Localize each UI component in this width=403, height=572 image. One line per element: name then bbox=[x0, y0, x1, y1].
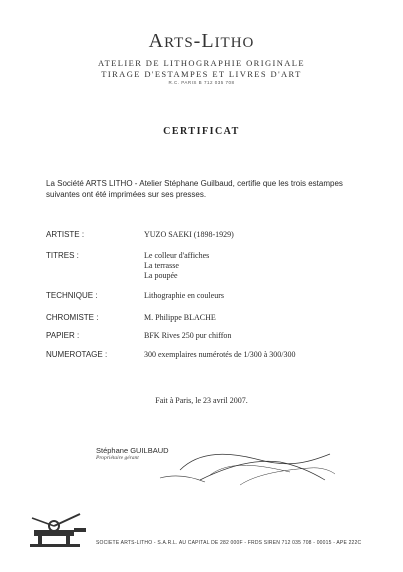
numerotage-label: NUMEROTAGE : bbox=[46, 350, 108, 359]
litho-press-icon bbox=[28, 512, 90, 548]
papier-value: BFK Rives 250 pur chiffon bbox=[144, 331, 232, 340]
titre-1: Le colleur d'affiches bbox=[144, 251, 210, 260]
document-title: CERTIFICAT bbox=[163, 126, 240, 137]
subtitle-atelier: ATELIER DE LITHOGRAPHIE ORIGINALE bbox=[98, 58, 305, 68]
subtitle-tirage: TIRAGE D'ESTAMPES ET LIVRES D'ART bbox=[101, 69, 302, 79]
brand-rest-rts: RTS bbox=[164, 35, 194, 51]
brand-initial-a: A bbox=[148, 30, 165, 52]
intro-paragraph: La Société ARTS LITHO - Atelier Stéphane Guilbaud, certifie que les trois estampes suivantes ont été imprimées sur ses presses. bbox=[46, 179, 343, 199]
signatory-name: Stéphane GUILBAUD bbox=[96, 446, 169, 455]
chromiste-label: CHROMISTE : bbox=[46, 313, 99, 322]
technique-value: Lithographie en couleurs bbox=[144, 291, 224, 300]
technique-label: TECHNIQUE : bbox=[46, 291, 98, 300]
chromiste-value: M. Philippe BLACHE bbox=[144, 313, 216, 322]
brand-rest-itho: ITHO bbox=[214, 35, 255, 51]
date-line: Fait à Paris, le 23 avril 2007. bbox=[155, 396, 248, 405]
registration-number: R.C. PARIS B 712 035 708 bbox=[168, 80, 235, 85]
titres-label: TITRES : bbox=[46, 251, 79, 260]
company-logo-text bbox=[0, 30, 403, 53]
company-footer: SOCIETE ARTS-LITHO - S.A.R.L. AU CAPITAL DE 282 000F - FRDS SIREN 712 035 708 - 00015 - APE 222C bbox=[96, 540, 362, 546]
artiste-label: ARTISTE : bbox=[46, 230, 85, 239]
handwritten-signature bbox=[140, 440, 340, 500]
numerotage-value: 300 exemplaires numérotés de 1/300 à 300/300 bbox=[144, 350, 296, 359]
brand-initial-l: -L bbox=[193, 30, 215, 52]
titre-2: La terrasse bbox=[144, 261, 179, 270]
signatory-role: Propriétaire gérant bbox=[96, 455, 139, 461]
titre-3: La poupée bbox=[144, 271, 178, 280]
papier-label: PAPIER : bbox=[46, 331, 80, 340]
artiste-value: YUZO SAEKI (1898-1929) bbox=[144, 230, 234, 239]
